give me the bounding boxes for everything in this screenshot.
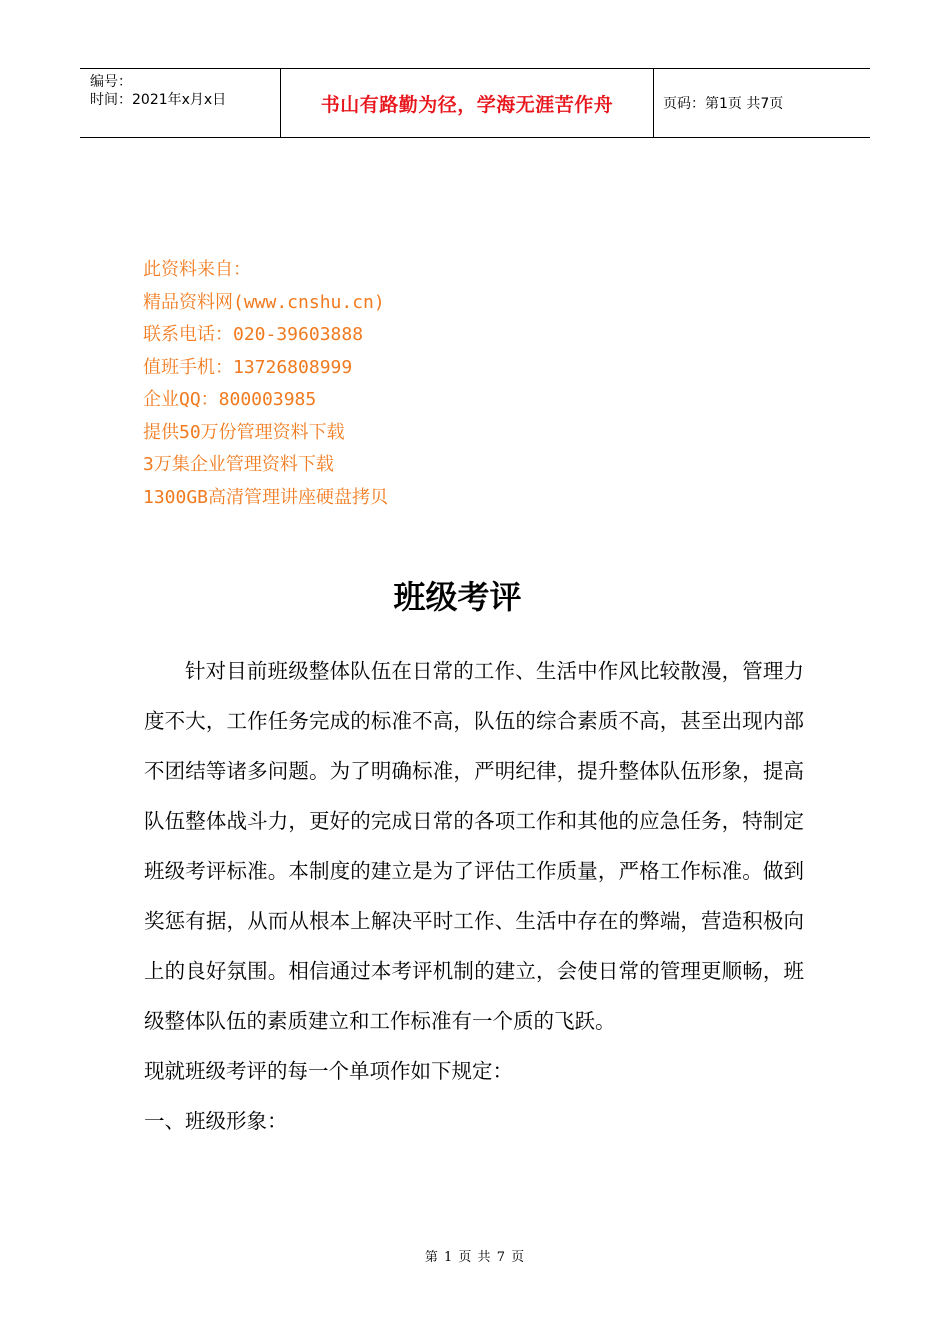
- page-info: 页码：第1页 共7页: [663, 96, 784, 112]
- source-line: 提供50万份管理资料下载: [143, 421, 345, 443]
- header-page-cell: [654, 69, 870, 137]
- source-line: 此资料来自：: [143, 259, 251, 280]
- number-label: 编号：: [90, 74, 132, 90]
- motto-text: 书山有路勤为径，学海无涯苦作舟: [320, 93, 614, 116]
- header-table: [80, 68, 870, 138]
- source-line: 联系电话：020-39603888: [143, 324, 364, 345]
- source-line: 3万集企业管理资料下载: [143, 454, 334, 475]
- source-info-block: [143, 254, 388, 514]
- source-line: 1300GB高清管理讲座硬盘拷贝: [143, 486, 389, 508]
- header-motto-cell: [281, 69, 654, 137]
- header-meta-cell: [80, 69, 281, 137]
- document-body: [144, 646, 804, 1146]
- source-line: 值班手机：13726808999: [143, 356, 353, 378]
- page-footer: 第 1 页 共 7 页: [424, 1250, 526, 1265]
- time-label: 时间：2021年x月x日: [90, 92, 227, 108]
- source-line: 精品资料网(www.cnshu.cn): [143, 291, 385, 313]
- body-paragraph: 现就班级考评的每一个单项作如下规定：: [144, 1059, 513, 1083]
- section-heading: 一、班级形象：: [144, 1109, 288, 1133]
- document-title: 班级考评: [393, 578, 522, 616]
- source-line: 企业QQ：800003985: [143, 389, 317, 410]
- body-paragraph: 针对目前班级整体队伍在日常的工作、生活中作风比较散漫，管理力度不大，工作任务完成的标准不高，队伍的综合素质不高，甚至出现内部不团结等诸多问题。为了明确标准，严明纪律，提升整体队伍形象，提高队伍整体战斗力，更好的完成日常的各项工作和其他的应急任务，特制定班级考评标准。本制度的建立是为了评估工作质量，严格工作标准。做到奖惩有据，从而从根本上解决平时工作、生活中存在的弊端，营造积极向上的良好氛围。相信通过本考评机制的建立，会使日常的管理更顺畅，班级整体队伍的素质建立和工作标准有一个质的飞跃。: [144, 659, 804, 1033]
